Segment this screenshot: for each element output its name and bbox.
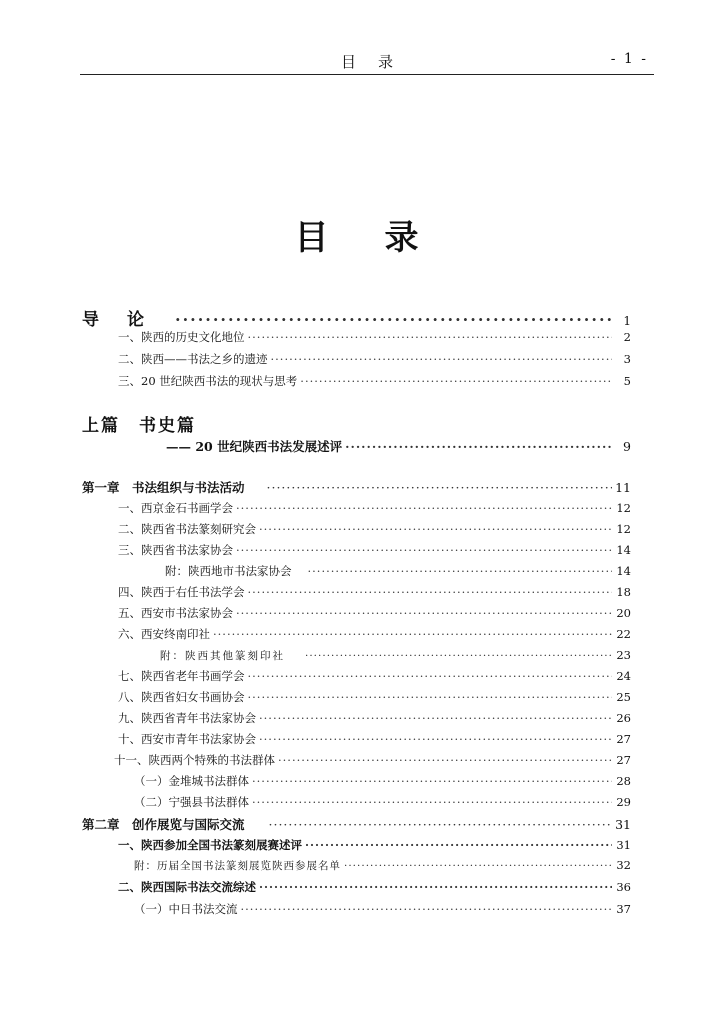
toc-entry-page: 12: [616, 522, 631, 536]
toc-entry-page: 27: [616, 753, 631, 767]
toc-entry-label: 四、陕西于右任书法学会: [118, 585, 245, 599]
toc-entry-page: 37: [616, 902, 631, 916]
toc-entry-page: 20: [616, 606, 631, 620]
toc-entry[interactable]: [118, 879, 631, 895]
page-title: 目录: [294, 218, 475, 258]
toc-entry-page: 31: [616, 838, 631, 852]
toc-entry-label: 十一、陕西两个特殊的书法群体: [114, 753, 275, 767]
toc-entry-label: 五、西安市书法家协会: [118, 606, 233, 620]
dot-leader: [345, 439, 612, 454]
toc-entry-label: 一、陕西的历史文化地位: [118, 330, 245, 344]
toc-subentry[interactable]: [134, 901, 631, 917]
toc-entry[interactable]: [118, 329, 631, 345]
toc-entry-label: 一、西京金石书画学会: [118, 501, 233, 515]
dot-leader: [308, 564, 613, 578]
toc-entry[interactable]: [118, 837, 631, 853]
toc-entry-label: 附：历届全国书法篆刻展览陕西参展名单: [134, 860, 341, 872]
running-title: 目录: [340, 53, 415, 71]
dot-leader: [236, 501, 612, 515]
toc-entry[interactable]: [118, 521, 631, 537]
toc-entry-page: 28: [616, 774, 631, 788]
toc-entry-label: 上篇 书史篇: [82, 416, 196, 436]
toc-entry-page: 22: [616, 627, 631, 641]
dot-leader: [248, 690, 613, 704]
dot-leader: [252, 795, 612, 809]
toc-entry-label: （一）中日书法交流: [134, 902, 238, 916]
toc-entry-label: 附：陕西其他篆刻印社: [160, 650, 285, 662]
toc-entry-page: 2: [623, 330, 631, 344]
dot-leader: [344, 860, 612, 872]
toc-entry-intro[interactable]: [82, 305, 631, 330]
toc-part-heading[interactable]: [82, 411, 196, 436]
toc-entry-page: 3: [623, 352, 631, 366]
toc-entry-label: 一、陕西参加全国书法篆刻展赛述评: [118, 838, 302, 852]
toc-entry-page: 5: [623, 374, 631, 388]
toc-entry[interactable]: [118, 626, 631, 642]
dot-leader: [248, 585, 613, 599]
toc-entry[interactable]: [118, 689, 631, 705]
toc-entry-label: 附：陕西地市书法家协会: [165, 564, 292, 578]
toc-entry-page: 36: [616, 880, 631, 894]
toc-entry-page: 29: [616, 795, 631, 809]
toc-entry[interactable]: [118, 500, 631, 516]
toc-entry[interactable]: [118, 710, 631, 726]
dot-leader: [267, 480, 612, 495]
toc-entry[interactable]: [114, 752, 631, 768]
dot-leader: [259, 522, 612, 536]
toc-entry-label: 十、西安市青年书法家协会: [118, 732, 256, 746]
dot-leader: [269, 817, 612, 832]
toc-chapter[interactable]: [82, 478, 631, 496]
toc-entry[interactable]: [118, 731, 631, 747]
dot-leader: [305, 838, 612, 852]
toc-entry-label: 六、西安终南印社: [118, 627, 210, 641]
toc-entry-label: 二、陕西——书法之乡的遗迹: [118, 352, 268, 366]
toc-entry[interactable]: [118, 351, 631, 367]
dot-leader: [305, 650, 612, 662]
toc-entry-page: 18: [616, 585, 631, 599]
toc-entry-label: 二、陕西国际书法交流综述: [118, 880, 256, 894]
dot-leader: [259, 880, 612, 894]
toc-entry-label: （二）宁强县书法群体: [134, 795, 249, 809]
toc-entry-label: 八、陕西省妇女书画协会: [118, 690, 245, 704]
toc-entry-page: 31: [615, 817, 631, 832]
dot-leader: [278, 753, 612, 767]
toc-entry[interactable]: [118, 542, 631, 558]
toc-entry[interactable]: [118, 373, 631, 389]
dot-leader: [300, 374, 612, 388]
dot-leader: [248, 330, 613, 344]
toc-entry[interactable]: [118, 584, 631, 600]
dot-leader: [271, 352, 613, 366]
dot-leader: [175, 310, 612, 329]
toc-entry-page: 9: [623, 439, 631, 454]
toc-chapter[interactable]: [82, 815, 631, 833]
dot-leader: [236, 543, 612, 557]
page-number: - 1 -: [610, 51, 648, 67]
dot-leader: [236, 606, 612, 620]
toc-entry-label: 三、陕西省书法家协会: [118, 543, 233, 557]
toc-entry-page: 14: [616, 543, 631, 557]
toc-entry-label: 七、陕西省老年书画学会: [118, 669, 245, 683]
toc-part-subtitle[interactable]: [166, 437, 631, 455]
toc-entry-label: 第一章 书法组织与书法活动: [82, 480, 245, 495]
toc-subentry[interactable]: [134, 773, 631, 789]
toc-appendix[interactable]: [134, 858, 631, 873]
toc-entry-page: 24: [616, 669, 631, 683]
toc-entry-label: 三、20 世纪陕西书法的现状与思考: [118, 374, 298, 388]
toc-entry-page: 12: [616, 501, 631, 515]
dot-leader: [259, 711, 612, 725]
toc-entry-page: 25: [616, 690, 631, 704]
toc-appendix[interactable]: [165, 563, 631, 579]
toc-subentry[interactable]: [134, 794, 631, 810]
toc-entry[interactable]: [118, 605, 631, 621]
toc-entry-page: 14: [616, 564, 631, 578]
toc-entry-label: 导论: [82, 310, 172, 330]
dot-leader: [259, 732, 612, 746]
toc-entry-label: 第二章 创作展览与国际交流: [82, 817, 245, 832]
toc-appendix[interactable]: [160, 648, 631, 663]
toc-entry-page: 32: [616, 858, 631, 872]
toc-entry-page: 27: [616, 732, 631, 746]
toc-entry-page: 23: [616, 648, 631, 662]
dot-leader: [252, 774, 612, 788]
dot-leader: [248, 669, 613, 683]
toc-entry-page: 11: [615, 480, 631, 495]
toc-entry-label: （一）金堆城书法群体: [134, 774, 249, 788]
toc-entry-label: 二、陕西省书法篆刻研究会: [118, 522, 256, 536]
toc-entry-label: —— 20 世纪陕西书法发展述评: [166, 439, 343, 454]
toc-entry-page: 26: [616, 711, 631, 725]
dot-leader: [241, 902, 613, 916]
toc-entry[interactable]: [118, 668, 631, 684]
toc-entry-label: 九、陕西省青年书法家协会: [118, 711, 256, 725]
toc-entry-page: 1: [623, 314, 631, 328]
dot-leader: [213, 627, 612, 641]
